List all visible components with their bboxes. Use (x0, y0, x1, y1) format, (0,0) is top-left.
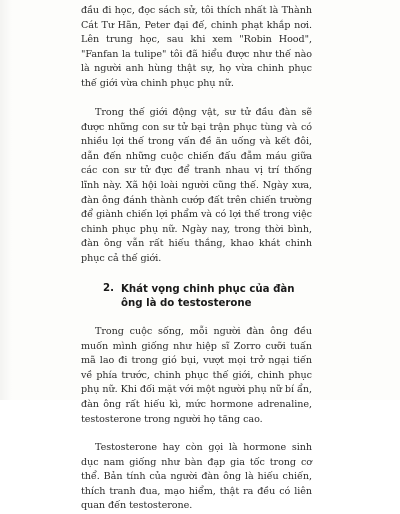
section-heading-number: 2. (103, 283, 114, 294)
paragraph-zorro: Trong cuộc sống, mỗi người đàn ông đều muốn mình giống như hiệp sĩ Zorro cưỡi tuấn mã lao đi trong gió bụi, vượt mọi trở ngại tiến về phía trước, chinh phục thế giới, chinh phục phụ nữ. Khi đối mặt với một người phụ nữ bí ẩn, đàn ông rất hiếu kì, mức hormone adrenaline, testosterone trong người họ tăng cao. (81, 326, 312, 425)
paragraph-animal-world: Trong thế giới động vật, sư tử đầu đàn sẽ được những con sư tử bại trận phục tùng và có nhiều lợi thế trong vấn đề ăn uống và kết đôi, dẫn đến những cuộc chiến đấu đẫm máu giữa các con sư tử đực để tranh nhau vị trí thống lĩnh này. Xã hội loài người cũng thế. Ngày xưa, đàn ông đánh thành cướp đất trên chiến trường để giành chiến lợi phẩm và có lợi thế trong việc chinh phục phụ nữ. Ngày nay, trong thời bình, đàn ông vẫn rất hiếu thắng, khao khát chinh phục cả thế giới. (81, 107, 312, 264)
paragraph-testosterone: Testosterone hay còn gọi là hormone sinh dục nam giống như bàn đạp gia tốc trong cơ thể. Bản tính của người đàn ông là hiếu chiến, thích tranh đua, mạo hiểm, thật ra đều có liên quan đến testosterone. (81, 442, 312, 512)
page-gutter-shadow (0, 0, 12, 400)
section-heading-title: Khát vọng chinh phục của đàn ông là do testosterone (121, 284, 295, 309)
paragraph-intro: đầu đi học, đọc sách sử, tôi thích nhất là Thành Cát Tư Hãn, Peter đại đế, chinh phạt khắp nơi. Lên trung học, sau khi xem "Robin Hood", "Fanfan la tulipe" tôi đã hiểu được như thế nào là người anh hùng thật sự, họ vừa chinh phục thế giới vừa chinh phục phụ nữ. (81, 5, 312, 89)
